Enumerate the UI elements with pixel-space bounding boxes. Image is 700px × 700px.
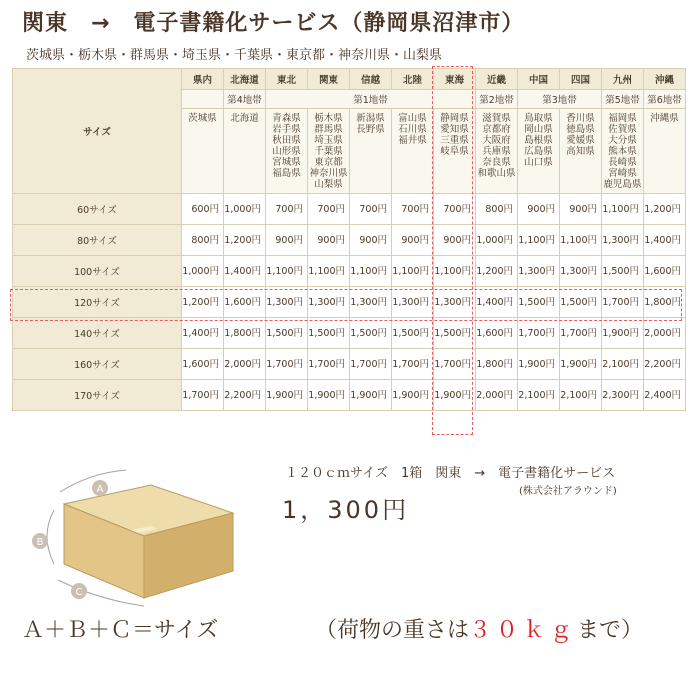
price-cell: 1,400円 bbox=[224, 256, 266, 287]
rate-row bbox=[13, 225, 686, 256]
box-size-diagram bbox=[20, 468, 250, 608]
price-cell: 1,100円 bbox=[518, 225, 560, 256]
prefecture-cell bbox=[476, 109, 518, 194]
rate-row bbox=[13, 318, 686, 349]
prefecture-cell bbox=[308, 109, 350, 194]
prefecture-name: 愛知県 bbox=[440, 124, 469, 135]
prefecture-name: 新潟県 bbox=[356, 113, 385, 124]
prefecture-name: 富山県 bbox=[398, 113, 427, 124]
region-header: 信越 bbox=[350, 69, 392, 90]
price-cell: 800円 bbox=[182, 225, 224, 256]
region-header: 九州 bbox=[602, 69, 644, 90]
price-cell: 1,900円 bbox=[560, 349, 602, 380]
region-header: 東北 bbox=[266, 69, 308, 90]
region-header: 県内 bbox=[182, 69, 224, 90]
price-cell: 2,000円 bbox=[224, 349, 266, 380]
price-cell: 1,300円 bbox=[434, 287, 476, 318]
price-cell: 1,100円 bbox=[602, 194, 644, 225]
prefecture-name: 静岡県 bbox=[440, 113, 469, 124]
prefecture-cell bbox=[644, 109, 686, 194]
prefecture-name: 宮城県 bbox=[272, 157, 301, 168]
price-cell: 1,300円 bbox=[266, 287, 308, 318]
price-cell: 1,900円 bbox=[350, 380, 392, 411]
price-cell: 1,600円 bbox=[182, 349, 224, 380]
size-label: 170サイズ bbox=[13, 380, 182, 411]
price-cell: 2,000円 bbox=[476, 380, 518, 411]
prefecture-name: 神奈川県 bbox=[309, 168, 348, 179]
price-cell: 1,800円 bbox=[644, 287, 686, 318]
origin-prefectures: 茨城県・栃木県・群馬県・埼玉県・千葉県・東京都・神奈川県・山梨県 bbox=[26, 48, 443, 63]
prefecture-name: 兵庫県 bbox=[482, 146, 511, 157]
prefecture-cell bbox=[392, 109, 434, 194]
prefecture-name: 徳島県 bbox=[566, 124, 595, 135]
prefecture-name: 和歌山県 bbox=[477, 168, 516, 179]
prefecture-name: 石川県 bbox=[398, 124, 427, 135]
size-label: 100サイズ bbox=[13, 256, 182, 287]
price-cell: 1,700円 bbox=[560, 318, 602, 349]
price-cell: 1,600円 bbox=[644, 256, 686, 287]
price-cell: 1,100円 bbox=[434, 256, 476, 287]
region-header: 近畿 bbox=[476, 69, 518, 90]
price-cell: 1,000円 bbox=[182, 256, 224, 287]
price-cell: 1,900円 bbox=[434, 380, 476, 411]
price-cell: 1,300円 bbox=[518, 256, 560, 287]
prefecture-name: 北海道 bbox=[230, 113, 259, 124]
prefecture-name: 栃木県 bbox=[314, 113, 343, 124]
price-cell: 900円 bbox=[308, 225, 350, 256]
prefecture-name: 千葉県 bbox=[314, 146, 343, 157]
prefecture-name: 奈良県 bbox=[482, 157, 511, 168]
prefecture-name: 群馬県 bbox=[314, 124, 343, 135]
price-cell: 1,700円 bbox=[602, 287, 644, 318]
price-cell: 1,100円 bbox=[308, 256, 350, 287]
prefecture-name: 長崎県 bbox=[608, 157, 637, 168]
label-a: A bbox=[96, 484, 104, 495]
price-cell: 1,100円 bbox=[560, 225, 602, 256]
price-cell: 1,900円 bbox=[602, 318, 644, 349]
price-cell: 1,900円 bbox=[518, 349, 560, 380]
rate-row bbox=[13, 380, 686, 411]
prefecture-name: 青森県 bbox=[272, 113, 301, 124]
price-cell: 600円 bbox=[182, 194, 224, 225]
prefecture-name: 宮崎県 bbox=[608, 168, 637, 179]
weight-note-prefix: （荷物の重さは bbox=[315, 618, 470, 643]
price-cell: 1,100円 bbox=[392, 256, 434, 287]
region-header: 北海道 bbox=[224, 69, 266, 90]
region-header-row bbox=[13, 69, 686, 90]
price-cell: 1,700円 bbox=[434, 349, 476, 380]
region-header: 北陸 bbox=[392, 69, 434, 90]
zone-band: 第2地帯 bbox=[476, 90, 518, 109]
weight-note bbox=[315, 613, 643, 644]
price-cell: 1,400円 bbox=[476, 287, 518, 318]
zone-band: 第1地帯 bbox=[266, 90, 476, 109]
price-cell: 1,500円 bbox=[266, 318, 308, 349]
price-cell: 800円 bbox=[476, 194, 518, 225]
rate-row bbox=[13, 194, 686, 225]
prefecture-name: 熊本県 bbox=[608, 146, 637, 157]
prefecture-cell bbox=[560, 109, 602, 194]
price-cell: 900円 bbox=[392, 225, 434, 256]
size-label: 120サイズ bbox=[13, 287, 182, 318]
prefecture-name: 山口県 bbox=[524, 157, 553, 168]
price-cell: 1,500円 bbox=[518, 287, 560, 318]
prefecture-name: 鳥取県 bbox=[524, 113, 553, 124]
price-cell: 2,000円 bbox=[644, 318, 686, 349]
rate-row bbox=[13, 256, 686, 287]
price-cell: 1,300円 bbox=[602, 225, 644, 256]
weight-note-suffix: まで） bbox=[577, 618, 644, 643]
price-cell: 1,500円 bbox=[350, 318, 392, 349]
price-cell: 700円 bbox=[266, 194, 308, 225]
prefecture-name: 岐阜県 bbox=[440, 146, 469, 157]
highlight-tokai-column bbox=[432, 66, 473, 435]
prefecture-name: 岡山県 bbox=[524, 124, 553, 135]
dimension-arc-b bbox=[47, 510, 54, 564]
zone-band: 第6地帯 bbox=[644, 90, 686, 109]
price-cell: 700円 bbox=[308, 194, 350, 225]
prefecture-cell bbox=[266, 109, 308, 194]
prefecture-name: 三重県 bbox=[440, 135, 469, 146]
price-cell: 1,800円 bbox=[476, 349, 518, 380]
price-cell: 2,100円 bbox=[518, 380, 560, 411]
prefecture-name: 埼玉県 bbox=[314, 135, 343, 146]
rate-row bbox=[13, 349, 686, 380]
highlight-120-row bbox=[10, 289, 682, 321]
size-label: 80サイズ bbox=[13, 225, 182, 256]
price-cell: 900円 bbox=[518, 194, 560, 225]
prefecture-name: 島根県 bbox=[524, 135, 553, 146]
price-cell: 1,300円 bbox=[392, 287, 434, 318]
prefecture-name: 滋賀県 bbox=[482, 113, 511, 124]
price-cell: 1,500円 bbox=[392, 318, 434, 349]
prefecture-cell bbox=[602, 109, 644, 194]
prefecture-name: 愛媛県 bbox=[566, 135, 595, 146]
region-header: 東海 bbox=[434, 69, 476, 90]
price-cell: 900円 bbox=[266, 225, 308, 256]
size-column-header: サイズ bbox=[13, 69, 182, 194]
price-cell: 2,200円 bbox=[644, 349, 686, 380]
size-formula: Ａ＋Ｂ＋Ｃ＝サイズ bbox=[22, 618, 219, 643]
price-cell: 900円 bbox=[560, 194, 602, 225]
price-cell: 1,700円 bbox=[392, 349, 434, 380]
price-cell: 1,000円 bbox=[224, 194, 266, 225]
price-cell: 1,700円 bbox=[266, 349, 308, 380]
price-cell: 1,900円 bbox=[308, 380, 350, 411]
price-cell: 1,100円 bbox=[266, 256, 308, 287]
price-cell: 1,100円 bbox=[350, 256, 392, 287]
price-cell: 1,300円 bbox=[308, 287, 350, 318]
price-cell: 1,200円 bbox=[224, 225, 266, 256]
price-cell: 2,200円 bbox=[224, 380, 266, 411]
price-cell: 1,000円 bbox=[476, 225, 518, 256]
prefecture-cell bbox=[182, 109, 224, 194]
prefecture-name: 山梨県 bbox=[314, 179, 343, 190]
price-cell: 900円 bbox=[350, 225, 392, 256]
total-price: 1，300円 bbox=[282, 496, 410, 524]
zone-band: 第3地帯 bbox=[518, 90, 602, 109]
price-cell: 2,300円 bbox=[602, 380, 644, 411]
region-header: 沖縄 bbox=[644, 69, 686, 90]
weight-limit: ３０ｋｇ bbox=[469, 618, 578, 643]
price-cell: 1,800円 bbox=[224, 318, 266, 349]
price-cell: 700円 bbox=[350, 194, 392, 225]
label-b: B bbox=[36, 537, 44, 548]
prefecture-name: 大阪府 bbox=[482, 135, 511, 146]
prefecture-name: 沖縄県 bbox=[650, 113, 679, 124]
price-cell: 2,400円 bbox=[644, 380, 686, 411]
price-cell: 700円 bbox=[392, 194, 434, 225]
prefecture-name: 福岡県 bbox=[608, 113, 637, 124]
page-title: 関東 → 電子書籍化サービス（静岡県沼津市） bbox=[22, 11, 525, 36]
price-cell: 2,100円 bbox=[602, 349, 644, 380]
price-cell: 1,300円 bbox=[560, 256, 602, 287]
label-c: C bbox=[75, 587, 83, 598]
price-cell: 900円 bbox=[434, 225, 476, 256]
price-cell: 1,500円 bbox=[602, 256, 644, 287]
region-header: 四国 bbox=[560, 69, 602, 90]
price-cell: 1,400円 bbox=[182, 318, 224, 349]
prefecture-name: 岩手県 bbox=[272, 124, 301, 135]
price-cell: 1,400円 bbox=[644, 225, 686, 256]
price-cell: 1,500円 bbox=[434, 318, 476, 349]
prefecture-name: 秋田県 bbox=[272, 135, 301, 146]
price-cell: 1,300円 bbox=[350, 287, 392, 318]
region-header: 関東 bbox=[308, 69, 350, 90]
prefecture-name: 山形県 bbox=[272, 146, 301, 157]
zone-band bbox=[182, 90, 224, 109]
prefecture-name: 京都府 bbox=[482, 124, 511, 135]
price-cell: 1,700円 bbox=[350, 349, 392, 380]
prefecture-name: 大分県 bbox=[608, 135, 637, 146]
price-cell: 1,600円 bbox=[476, 318, 518, 349]
prefecture-name: 長野県 bbox=[356, 124, 385, 135]
price-cell: 1,700円 bbox=[308, 349, 350, 380]
size-label: 140サイズ bbox=[13, 318, 182, 349]
price-cell: 1,900円 bbox=[392, 380, 434, 411]
prefecture-name: 広島県 bbox=[524, 146, 553, 157]
prefecture-name: 高知県 bbox=[566, 146, 595, 157]
price-cell: 1,600円 bbox=[224, 287, 266, 318]
zone-band: 第4地帯 bbox=[224, 90, 266, 109]
prefecture-name: 福島県 bbox=[272, 168, 301, 179]
price-cell: 1,700円 bbox=[182, 380, 224, 411]
prefecture-name: 茨城県 bbox=[188, 113, 217, 124]
price-cell: 1,200円 bbox=[182, 287, 224, 318]
prefecture-cell bbox=[224, 109, 266, 194]
prefecture-name: 佐賀県 bbox=[608, 124, 637, 135]
route-summary: １２０ｃｍサイズ 1箱 関東 → 電子書籍化サービス bbox=[285, 466, 616, 481]
region-header: 中国 bbox=[518, 69, 560, 90]
price-cell: 1,500円 bbox=[560, 287, 602, 318]
prefecture-name: 東京都 bbox=[314, 157, 343, 168]
price-cell: 1,500円 bbox=[308, 318, 350, 349]
size-label: 160サイズ bbox=[13, 349, 182, 380]
prefecture-name: 福井県 bbox=[398, 135, 427, 146]
size-label: 60サイズ bbox=[13, 194, 182, 225]
price-cell: 1,900円 bbox=[266, 380, 308, 411]
shipping-rate-table bbox=[12, 68, 686, 411]
price-cell: 1,200円 bbox=[476, 256, 518, 287]
price-cell: 700円 bbox=[434, 194, 476, 225]
prefecture-name: 香川県 bbox=[566, 113, 595, 124]
price-cell: 1,700円 bbox=[518, 318, 560, 349]
prefecture-name: 鹿児島県 bbox=[603, 179, 642, 190]
company-name: (株式会社アラウンド) bbox=[519, 486, 617, 497]
zone-band: 第5地帯 bbox=[602, 90, 644, 109]
prefecture-cell bbox=[350, 109, 392, 194]
prefecture-cell bbox=[518, 109, 560, 194]
price-cell: 2,100円 bbox=[560, 380, 602, 411]
price-cell: 1,200円 bbox=[644, 194, 686, 225]
